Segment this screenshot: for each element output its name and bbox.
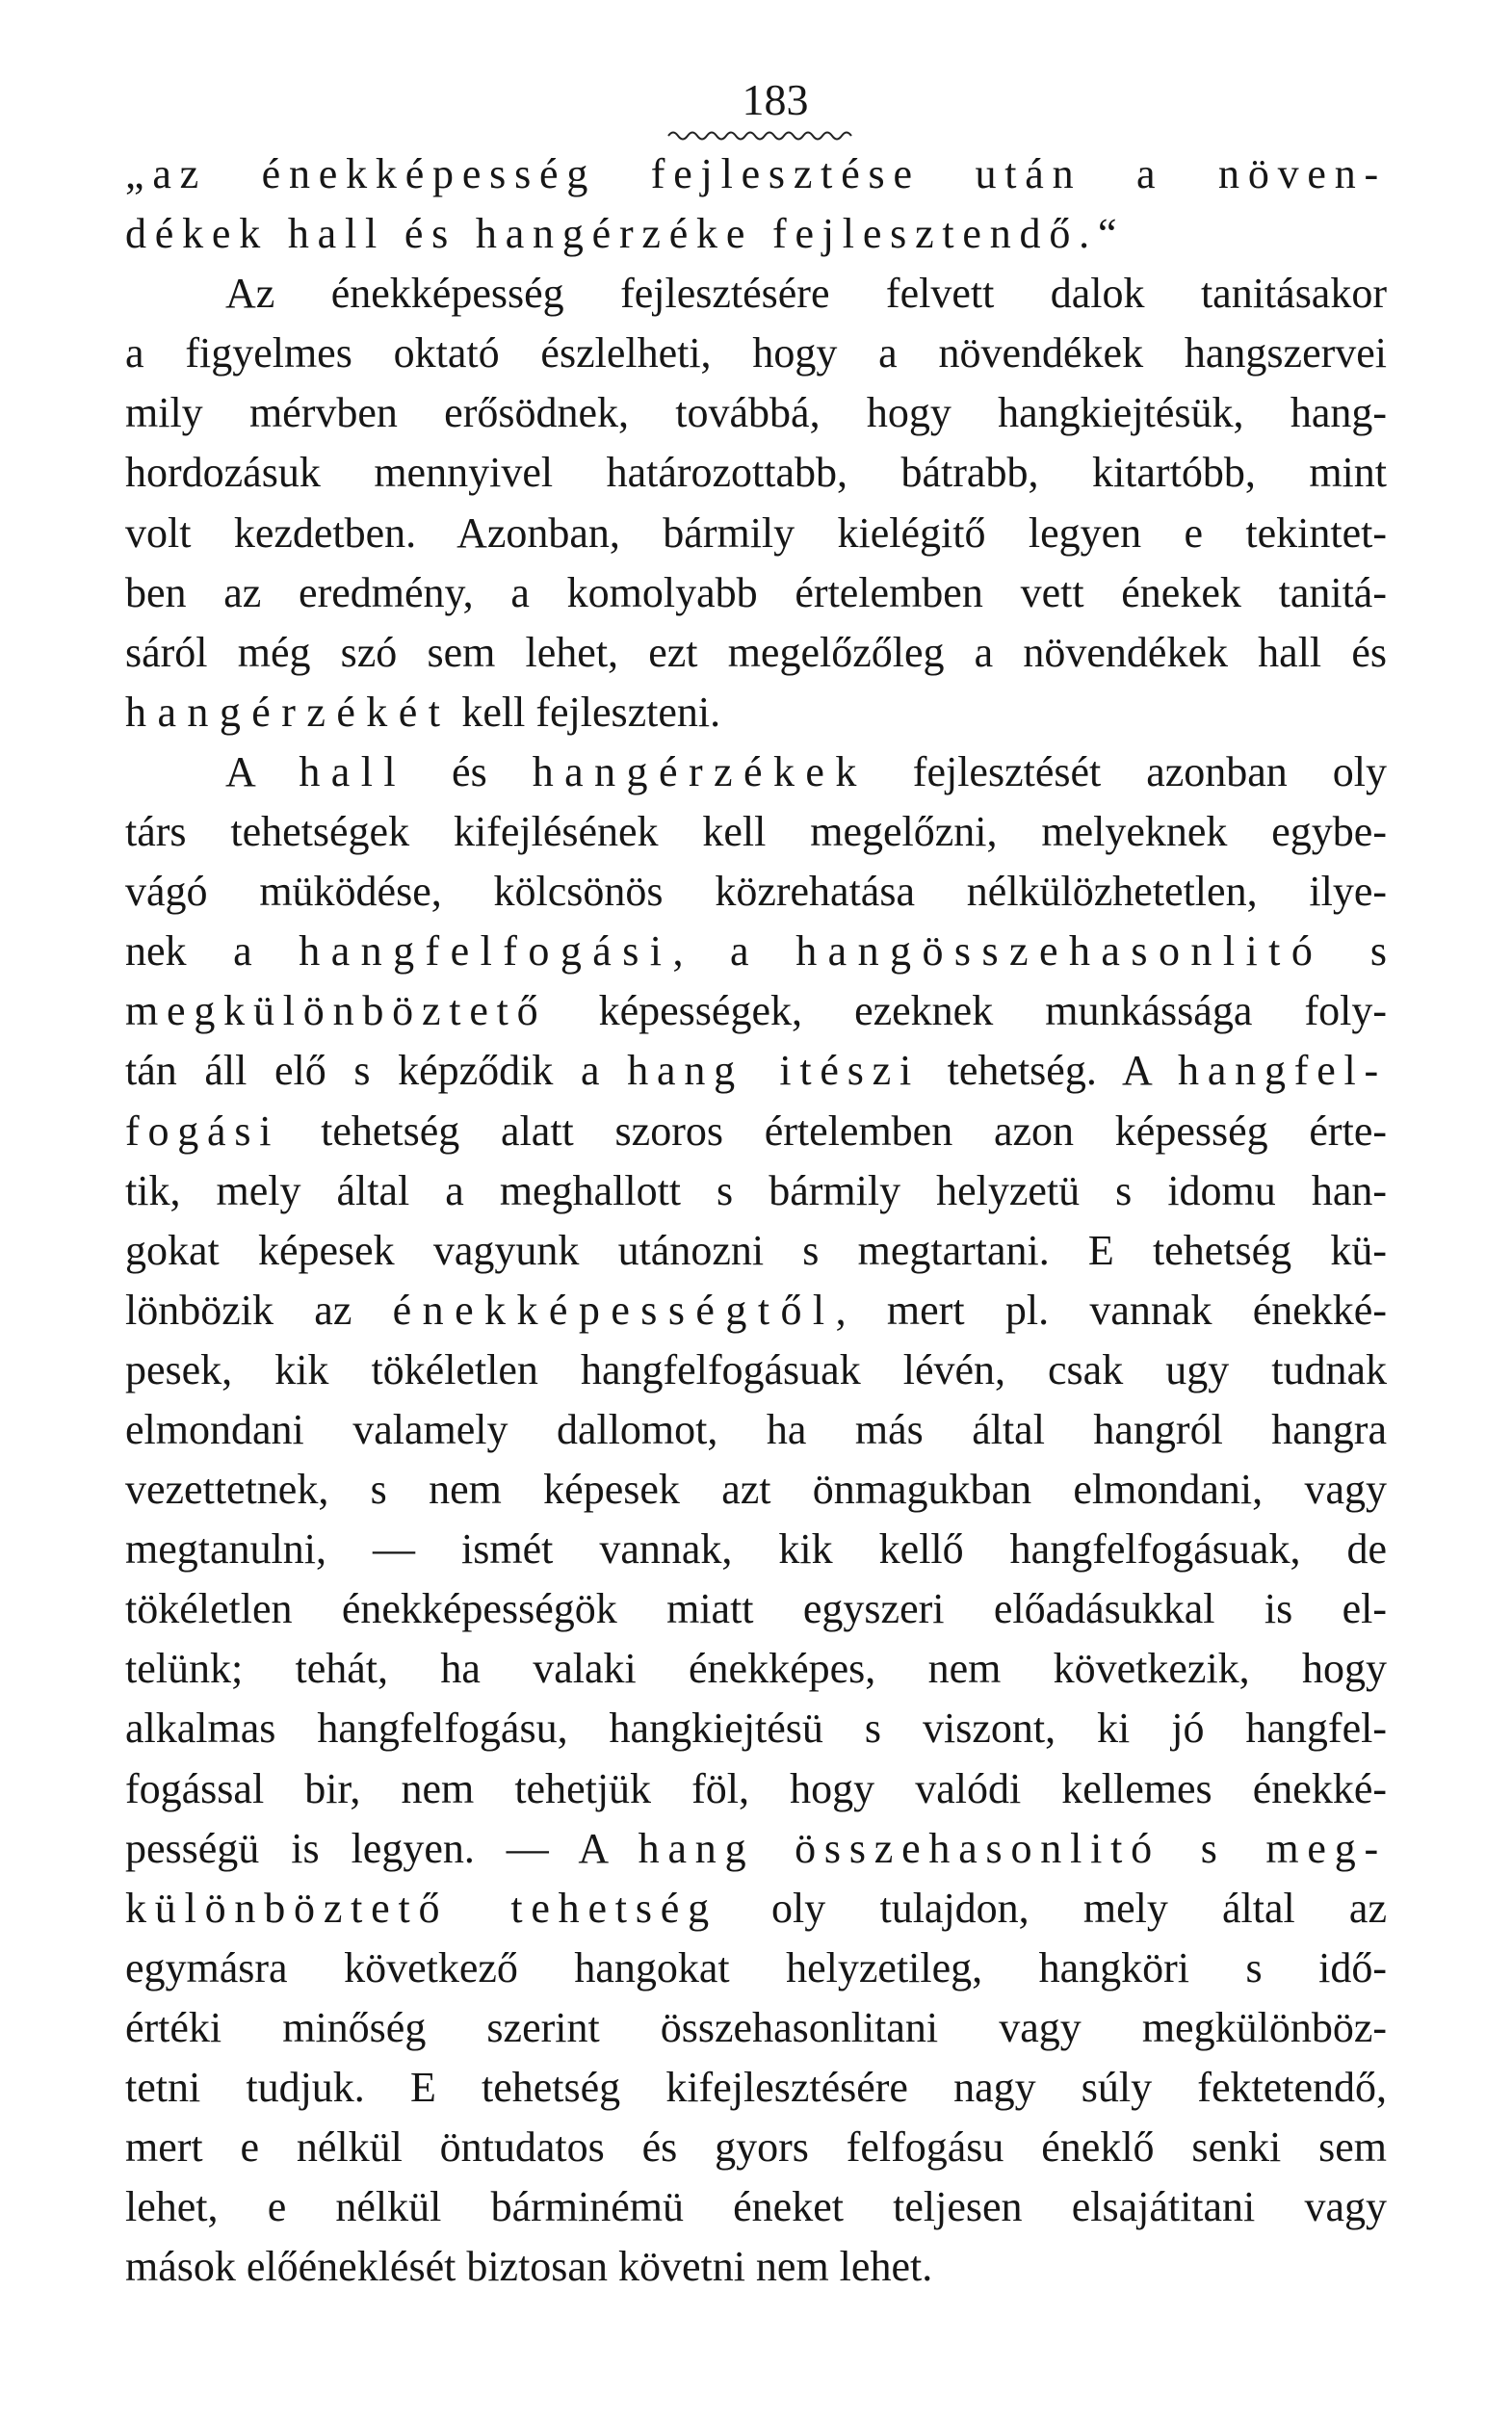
text-line-15	[125, 981, 1387, 1041]
text-line-32	[125, 1998, 1387, 2058]
text-line-18	[125, 1161, 1387, 1221]
text-line-22	[125, 1400, 1387, 1460]
text-span: fejlesztését azonban oly	[867, 747, 1387, 795]
text-span: mert e nélkül öntudatos és gyors felfogásu éneklő senki sem	[125, 2123, 1387, 2172]
text-line-7	[125, 504, 1387, 563]
text-span: volt kezdetben. Azonban, bármily kielégitő legyen e tekintet-	[125, 508, 1387, 557]
spaced-emphasis: énekképességtől	[392, 1286, 836, 1334]
page-number-ornament	[665, 127, 857, 144]
text-span: hordozásuk mennyivel határozottabb, bátrabb, kitartóbb, mint	[125, 449, 1387, 497]
text-line-1	[125, 144, 1387, 204]
text-line-31	[125, 1939, 1387, 1998]
text-line-10	[125, 683, 1387, 742]
text-line-24	[125, 1520, 1387, 1579]
text-span: mások előéneklését biztosan követni nem lehet.	[125, 2243, 933, 2291]
text-span: oly tulajdon, mely által az	[717, 1884, 1387, 1932]
body-text	[125, 144, 1387, 2297]
spaced-emphasis: hang összehasonlitó s meg-	[638, 1824, 1387, 1872]
text-span: s	[1323, 927, 1388, 976]
text-span: sáról még szó sem lehet, ezt megelőzőleg a növendékek hall és	[125, 628, 1387, 676]
text-span: tik, mely által a meghallott s bármily helyzetü s idomu han-	[125, 1166, 1387, 1214]
text-line-5	[125, 383, 1387, 443]
text-span: egymásra következő hangokat helyzetileg, hangköri s idő-	[125, 1943, 1387, 1991]
text-span: tehetség. A	[920, 1047, 1179, 1095]
text-line-29	[125, 1819, 1387, 1879]
text-span: , a	[672, 927, 796, 976]
text-line-11	[125, 742, 1387, 802]
text-line-27	[125, 1699, 1387, 1758]
text-line-23	[125, 1460, 1387, 1520]
text-span: elmondani valamely dallomot, ha más által hangról hangra	[125, 1405, 1387, 1453]
text-line-34	[125, 2118, 1387, 2177]
text-span: kell fejleszteni.	[451, 688, 721, 736]
text-line-26	[125, 1639, 1387, 1699]
text-span: lönbözik az	[125, 1286, 393, 1334]
text-span: nek a	[125, 927, 300, 976]
text-span: értéki minőség szerint összehasonlitani vagy megkülönböz-	[125, 2003, 1387, 2051]
spaced-emphasis: hangfelfogási	[299, 927, 673, 976]
text-line-33	[125, 2058, 1387, 2118]
spaced-emphasis: hangösszehasonlitó	[795, 927, 1324, 976]
text-span: vezettetnek, s nem képesek azt önmagukban elmondani, vagy	[125, 1466, 1387, 1514]
page-number: 183	[742, 75, 809, 124]
text-line-19	[125, 1221, 1387, 1281]
text-span: pesek, kik tökéletlen hangfelfogásuak lévén, csak ugy tudnak	[125, 1345, 1387, 1393]
text-line-13	[125, 862, 1387, 922]
spaced-emphasis: hangérzékek	[532, 747, 868, 795]
text-span: társ tehetségek kifejlésének kell megelőzni, melyeknek egybe-	[125, 808, 1387, 856]
text-line-25	[125, 1579, 1387, 1639]
text-line-36	[125, 2237, 1387, 2297]
text-line-14	[125, 922, 1387, 981]
text-span: alkalmas hangfelfogásu, hangkiejtésü s viszont, ki jó hangfel-	[125, 1705, 1387, 1753]
text-line-17	[125, 1102, 1387, 1161]
text-span: vágó müködése, kölcsönös közrehatása nélkülözhetetlen, ilye-	[125, 868, 1387, 916]
text-line-8	[125, 563, 1387, 623]
text-span: lehet, e nélkül bárminémü éneket teljesen elsajátitani vagy	[125, 2183, 1387, 2231]
spaced-emphasis: hang itészi	[627, 1047, 921, 1095]
text-span: dékek hall és hangérzéke fejlesztendő.“	[125, 210, 1126, 258]
text-line-6	[125, 443, 1387, 503]
text-span: mily mérvben erősödnek, továbbá, hogy hangkiejtésük, hang-	[125, 389, 1387, 437]
text-span: pességü is legyen. — A	[125, 1824, 639, 1872]
text-line-28	[125, 1759, 1387, 1819]
text-span: telünk; tehát, ha valaki énekképes, nem következik, hogy	[125, 1645, 1387, 1693]
text-span: képességek, ezeknek munkássága foly-	[546, 987, 1387, 1035]
text-span: A	[225, 747, 300, 795]
text-line-3	[125, 264, 1387, 324]
text-line-20	[125, 1281, 1387, 1341]
text-span: „az énekképesség fejlesztése után a növen-	[125, 150, 1387, 197]
text-span: tökéletlen énekképességök miatt egyszeri előadásukkal is el-	[125, 1585, 1387, 1633]
text-line-9	[125, 623, 1387, 683]
spaced-emphasis: hall	[299, 747, 407, 795]
spaced-emphasis: megkülönböztető	[125, 987, 547, 1035]
text-span: és	[406, 747, 533, 795]
text-line-4	[125, 324, 1387, 383]
text-span: , mert pl. vannak énekké-	[835, 1286, 1387, 1334]
text-line-12	[125, 802, 1387, 862]
text-line-35	[125, 2177, 1387, 2237]
text-span: tán áll elő s képződik a	[125, 1047, 628, 1095]
text-line-30	[125, 1879, 1387, 1939]
text-line-21	[125, 1341, 1387, 1400]
text-span: megtanulni, — ismét vannak, kik kellő hangfelfogásuak, de	[125, 1525, 1387, 1574]
text-span: tehetség alatt szoros értelemben azon képesség érte-	[279, 1106, 1387, 1155]
text-span: tetni tudjuk. E tehetség kifejlesztésére nagy súly fektetendő,	[125, 2064, 1387, 2111]
spaced-emphasis: hangfel-	[1178, 1047, 1388, 1095]
text-line-2	[125, 204, 1387, 264]
spaced-emphasis: hangérzékét	[125, 688, 452, 736]
spaced-emphasis: különböztető tehetség	[125, 1884, 717, 1932]
text-span: gokat képesek vagyunk utánozni s megtartani. E tehetség kü-	[125, 1226, 1387, 1274]
text-span: fogással bir, nem tehetjük föl, hogy valódi kellemes énekké-	[125, 1764, 1387, 1812]
text-line-16	[125, 1041, 1387, 1101]
text-span: ben az eredmény, a komolyabb értelemben vett énekek tanitá-	[125, 568, 1387, 616]
text-span: a figyelmes oktató észlelheti, hogy a növendékek hangszervei	[125, 329, 1387, 377]
spaced-emphasis: fogási	[125, 1106, 280, 1155]
text-span: Az énekképesség fejlesztésére felvett dalok tanitásakor	[225, 270, 1387, 318]
